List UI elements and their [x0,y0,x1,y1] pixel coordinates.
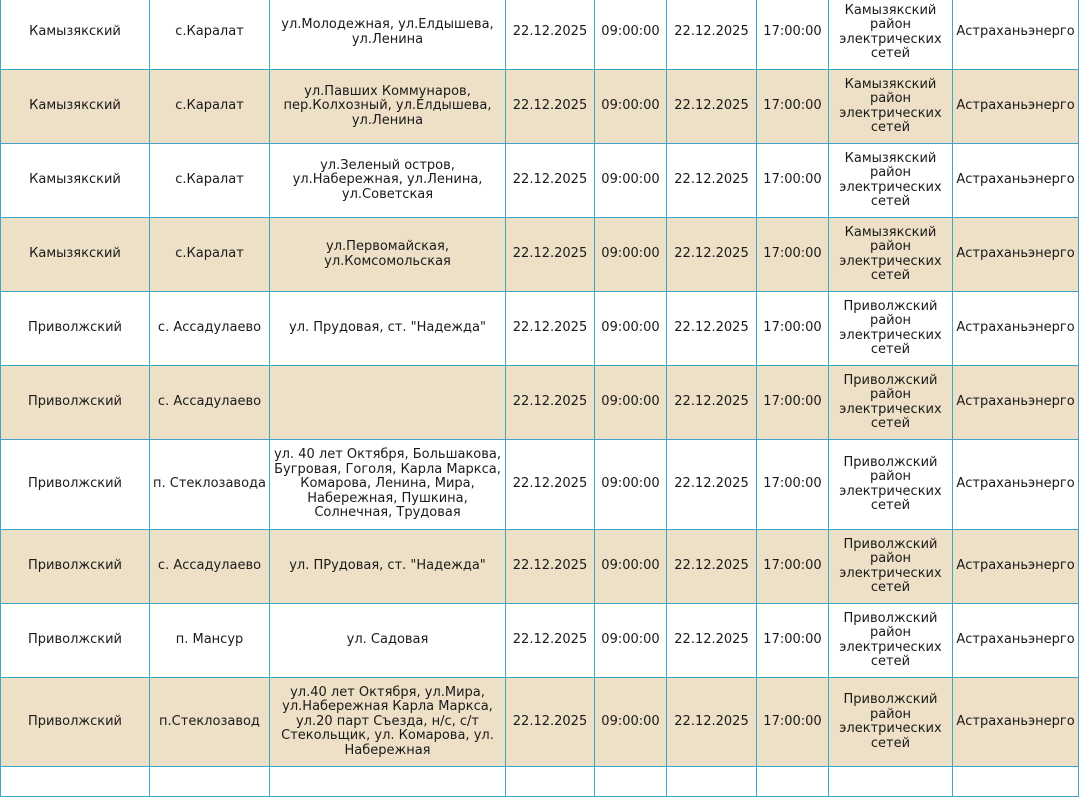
cell-empty [1,767,150,797]
cell-start-date: 22.12.2025 [506,678,595,767]
cell-end-time: 17:00:00 [757,530,829,604]
cell-district: Приволжский [1,530,150,604]
table-row [1,530,1079,604]
cell-end-time: 17:00:00 [757,218,829,292]
table-row [1,144,1079,218]
cell-start-time: 09:00:00 [595,218,667,292]
cell-start-date: 22.12.2025 [506,440,595,530]
cell-end-date: 22.12.2025 [667,0,757,70]
cell-streets [270,366,506,440]
cell-empty [506,767,595,797]
cell-end-time: 17:00:00 [757,144,829,218]
cell-start-date: 22.12.2025 [506,604,595,678]
cell-end-date: 22.12.2025 [667,604,757,678]
cell-streets: ул.Первомайская, ул.Комсомольская [270,218,506,292]
cell-empty [595,767,667,797]
cell-org: Астраханьэнерго [953,530,1079,604]
cell-start-time: 09:00:00 [595,144,667,218]
cell-locality: с. Ассадулаево [150,530,270,604]
cell-empty [953,767,1079,797]
cell-end-date: 22.12.2025 [667,70,757,144]
cell-start-time: 09:00:00 [595,678,667,767]
cell-streets: ул. 40 лет Октября, Большакова, Бугровая, Гоголя, Карла Маркса, Комарова, Ленина, Мира, Набережная, Пушкина, Солнечная, Трудовая [270,440,506,530]
cell-end-time: 17:00:00 [757,366,829,440]
cell-start-date: 22.12.2025 [506,70,595,144]
cell-end-date: 22.12.2025 [667,292,757,366]
cell-start-date: 22.12.2025 [506,144,595,218]
cell-org: Астраханьэнерго [953,440,1079,530]
cell-end-time: 17:00:00 [757,0,829,70]
cell-start-date: 22.12.2025 [506,530,595,604]
cell-end-time: 17:00:00 [757,440,829,530]
cell-district: Камызякский [1,144,150,218]
cell-network: Приволжский район электрических сетей [829,530,953,604]
cell-district: Камызякский [1,0,150,70]
cell-end-time: 17:00:00 [757,70,829,144]
cell-start-time: 09:00:00 [595,292,667,366]
table-row [1,604,1079,678]
cell-end-date: 22.12.2025 [667,678,757,767]
cell-locality: п. Стеклозавода [150,440,270,530]
cell-network: Камызякский район электрических сетей [829,218,953,292]
cell-streets: ул. ПРудовая, ст. "Надежда" [270,530,506,604]
cell-end-date: 22.12.2025 [667,144,757,218]
cell-start-time: 09:00:00 [595,366,667,440]
cell-streets: ул.40 лет Октября, ул.Мира, ул.Набережная Карла Маркса, ул.20 парт Съезда, н/с, с/т Стекольщик, ул. Комарова, ул. Набережная [270,678,506,767]
cell-empty [757,767,829,797]
cell-district: Приволжский [1,440,150,530]
table-row [1,218,1079,292]
table-row [1,70,1079,144]
cell-streets: ул. Садовая [270,604,506,678]
cell-locality: с. Ассадулаево [150,366,270,440]
cell-empty [270,767,506,797]
cell-district: Камызякский [1,218,150,292]
cell-locality: с.Каралат [150,218,270,292]
cell-locality: с.Каралат [150,70,270,144]
cell-end-date: 22.12.2025 [667,440,757,530]
cell-start-date: 22.12.2025 [506,0,595,70]
cell-streets: ул.Павших Коммунаров, пер.Колхозный, ул.Елдышева, ул.Ленина [270,70,506,144]
cell-end-date: 22.12.2025 [667,218,757,292]
cell-end-date: 22.12.2025 [667,366,757,440]
cell-empty [667,767,757,797]
cell-start-time: 09:00:00 [595,530,667,604]
cell-streets: ул. Прудовая, ст. "Надежда" [270,292,506,366]
cell-network: Приволжский район электрических сетей [829,366,953,440]
cell-locality: с. Ассадулаево [150,292,270,366]
cell-start-time: 09:00:00 [595,604,667,678]
cell-end-time: 17:00:00 [757,292,829,366]
table-row [1,366,1079,440]
cell-org: Астраханьэнерго [953,144,1079,218]
cell-network: Приволжский район электрических сетей [829,292,953,366]
cell-end-time: 17:00:00 [757,604,829,678]
table-row [1,678,1079,767]
cell-empty [150,767,270,797]
cell-start-date: 22.12.2025 [506,218,595,292]
cell-streets: ул.Молодежная, ул.Елдышева, ул.Ленина [270,0,506,70]
cell-org: Астраханьэнерго [953,292,1079,366]
cell-district: Приволжский [1,604,150,678]
cell-start-date: 22.12.2025 [506,366,595,440]
cell-start-time: 09:00:00 [595,70,667,144]
cell-network: Приволжский район электрических сетей [829,604,953,678]
cell-org: Астраханьэнерго [953,678,1079,767]
cell-org: Астраханьэнерго [953,0,1079,70]
cell-end-date: 22.12.2025 [667,530,757,604]
cell-streets: ул.Зеленый остров, ул.Набережная, ул.Ленина, ул.Советская [270,144,506,218]
cell-network: Приволжский район электрических сетей [829,440,953,530]
cell-start-time: 09:00:00 [595,440,667,530]
cell-district: Камызякский [1,70,150,144]
cell-org: Астраханьэнерго [953,70,1079,144]
cell-locality: с.Каралат [150,144,270,218]
cell-network: Камызякский район электрических сетей [829,144,953,218]
cell-network: Приволжский район электрических сетей [829,678,953,767]
cell-empty [829,767,953,797]
cell-start-time: 09:00:00 [595,0,667,70]
cell-district: Приволжский [1,292,150,366]
cell-start-date: 22.12.2025 [506,292,595,366]
cell-network: Камызякский район электрических сетей [829,0,953,70]
cell-network: Камызякский район электрических сетей [829,70,953,144]
cell-org: Астраханьэнерго [953,604,1079,678]
table-row [1,440,1079,530]
cell-locality: с.Каралат [150,0,270,70]
cell-locality: п. Мансур [150,604,270,678]
table-row-partial [1,767,1079,797]
cell-locality: п.Стеклозавод [150,678,270,767]
cell-end-time: 17:00:00 [757,678,829,767]
table-row [1,292,1079,366]
cell-org: Астраханьэнерго [953,218,1079,292]
cell-district: Приволжский [1,366,150,440]
cell-district: Приволжский [1,678,150,767]
table-row [1,0,1079,70]
cell-org: Астраханьэнерго [953,366,1079,440]
